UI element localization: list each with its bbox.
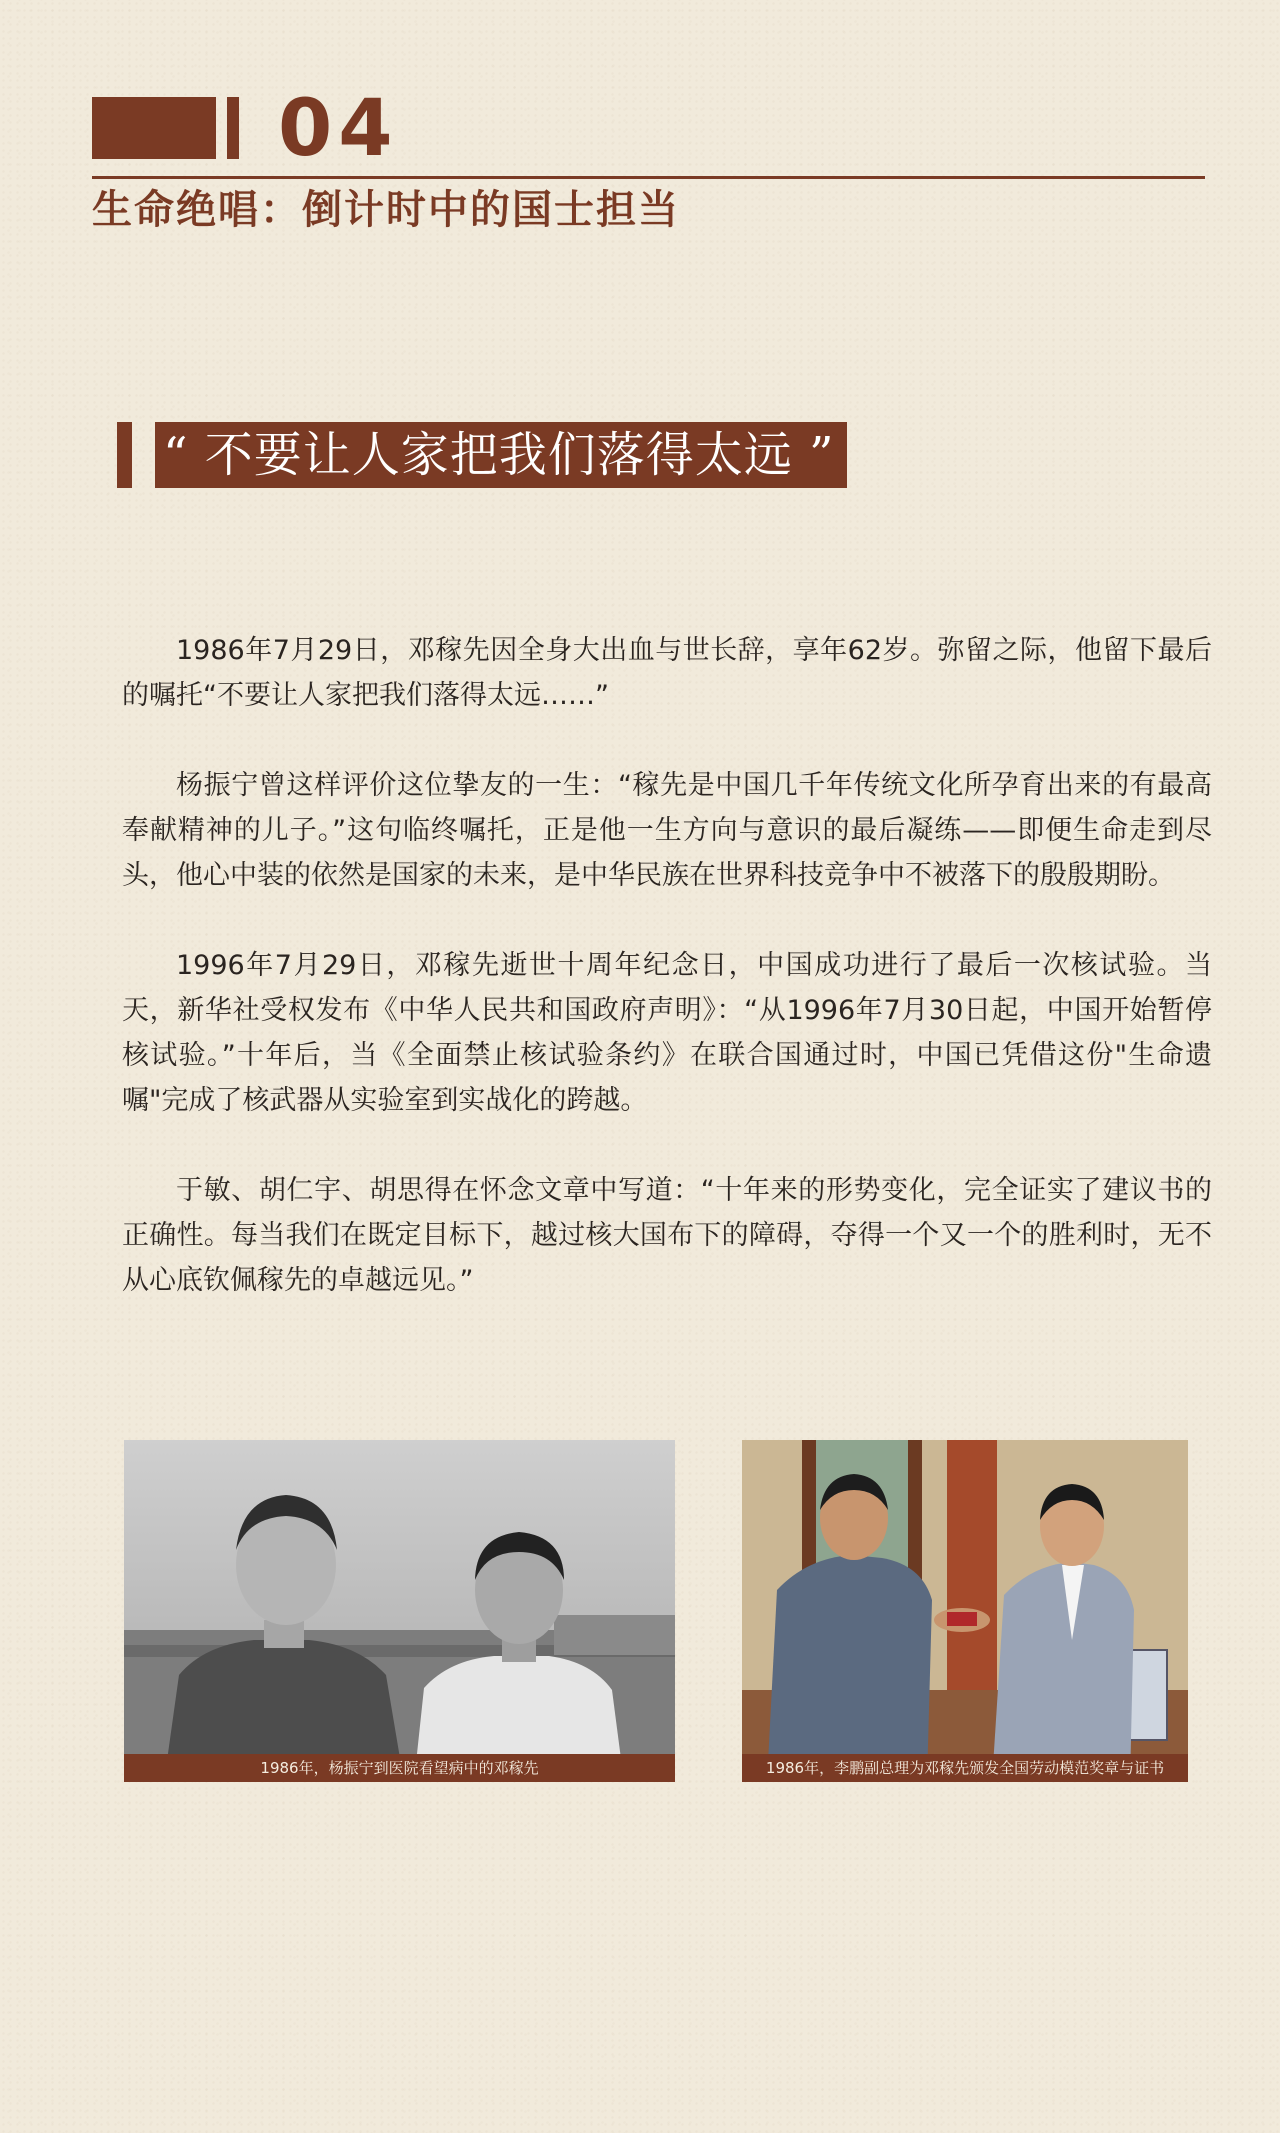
section-number: 04 [278,84,399,174]
paragraph-1: 1986年7月29日，邓稼先因全身大出血与世长辞，享年62岁。弥留之际，他留下最后的嘱托“不要让人家把我们落得太远……” [122,635,1212,711]
section-subtitle: 生命绝唱：倒计时中的国士担当 [92,186,680,233]
section-header-bar [227,97,239,159]
article-body [122,628,1212,1348]
paragraph-3: 1996年7月29日，邓稼先逝世十周年纪念日，中国成功进行了最后一次核试验。当天，新华社受权发布《中华人民共和国政府声明》：“从1996年7月30日起，中国开始暂停核试验。”十年后，当《全面禁止核试验条约》在联合国通过时，中国已凭借这份"生命遗嘱"完成了核武器从实验室到实战化的跨越。 [122,950,1212,1116]
photo-yang-visits-deng [124,1440,675,1782]
quote-title: “ 不要让人家把我们落得太远 ” [155,422,847,488]
photo-2-caption: 1986年，李鹏副总理为邓稼先颁发全国劳动模范奖章与证书 [742,1754,1188,1782]
section-divider [92,176,1205,179]
photo-1-image [124,1440,675,1782]
photo-award-ceremony [742,1440,1188,1782]
quote-title-bar [117,422,132,488]
paragraph-4: 于敏、胡仁宇、胡思得在怀念文章中写道：“十年来的形势变化，完全证实了建议书的正确性。每当我们在既定目标下，越过核大国布下的障碍，夺得一个又一个的胜利时，无不从心底钦佩稼先的卓越远见。” [122,1175,1212,1296]
paragraph-2: 杨振宁曾这样评价这位挚友的一生：“稼先是中国几千年传统文化所孕育出来的有最高奉献精神的儿子。”这句临终嘱托，正是他一生方向与意识的最后凝练——即便生命走到尽头，他心中装的依然是国家的未来，是中华民族在世界科技竞争中不被落下的殷殷期盼。 [122,770,1212,891]
section-header-block [92,97,216,159]
photo-1-caption: 1986年，杨振宁到医院看望病中的邓稼先 [124,1754,675,1782]
photo-2-image [742,1440,1188,1782]
